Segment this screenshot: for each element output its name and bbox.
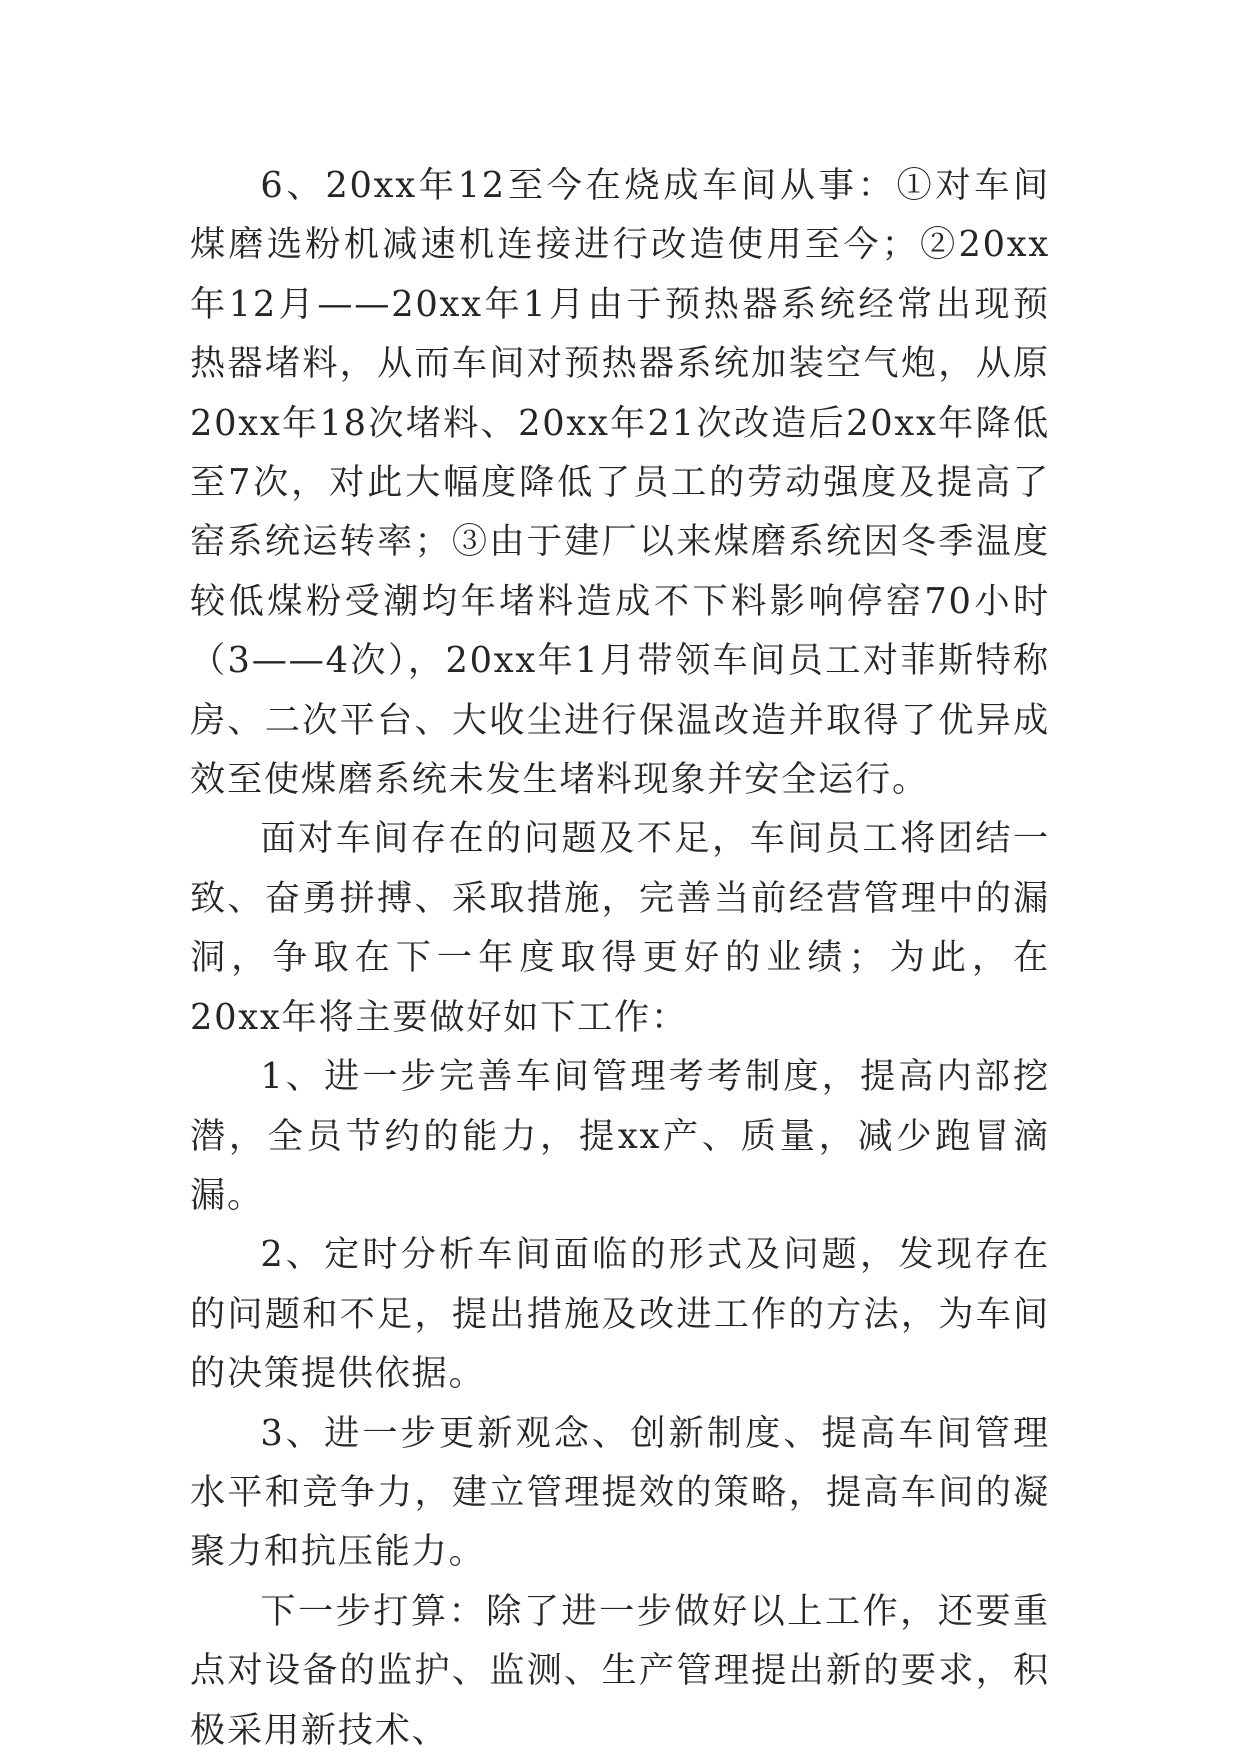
paragraph-item-6-work-record: 6、20xx年12至今在烧成车间从事：①对车间煤磨选粉机减速机连接进行改造使用至今；②20xx年12月——20xx年1月由于预热器系统经常出现预热器堵料，从而车间对预热器系统加装空气炮，从原20xx年18次堵料、20xx年21次改造后20xx年降低至7次，对此大幅度降低了员工的劳动强度及提高了窑系统运转率；③由于建厂以来煤磨系统因冬季温度较低煤粉受潮均年堵料造成不下料影响停窑70小时（3——4次），20xx年1月带领车间员工对菲斯特称房、二次平台、大收尘进行保温改造并取得了优异成效至使煤磨系统未发生堵料现象并安全运行。 [190, 165, 1050, 801]
paragraph-problems-and-plan: 面对车间存在的问题及不足，车间员工将团结一致、奋勇拼搏、采取措施，完善当前经营管理中的漏洞，争取在下一年度取得更好的业绩；为此，在20xx年将主要做好如下工作： [190, 818, 1050, 1038]
document-body [190, 156, 1050, 1760]
paragraph-plan-item-1: 1、进一步完善车间管理考考制度，提高内部挖潜，全员节约的能力，提xx产、质量，减少跑冒滴漏。 [190, 1056, 1050, 1216]
paragraph-next-steps: 下一步打算：除了进一步做好以上工作，还要重点对设备的监护、监测、生产管理提出新的要求，积极采用新技术、 [190, 1590, 1050, 1751]
paragraph-plan-item-3: 3、进一步更新观念、创新制度、提高车间管理水平和竞争力，建立管理提效的策略，提高车间的凝聚力和抗压能力。 [190, 1412, 1050, 1573]
paragraph-plan-item-2: 2、定时分析车间面临的形式及问题，发现存在的问题和不足，提出措施及改进工作的方法，为车间的决策提供依据。 [190, 1234, 1050, 1395]
